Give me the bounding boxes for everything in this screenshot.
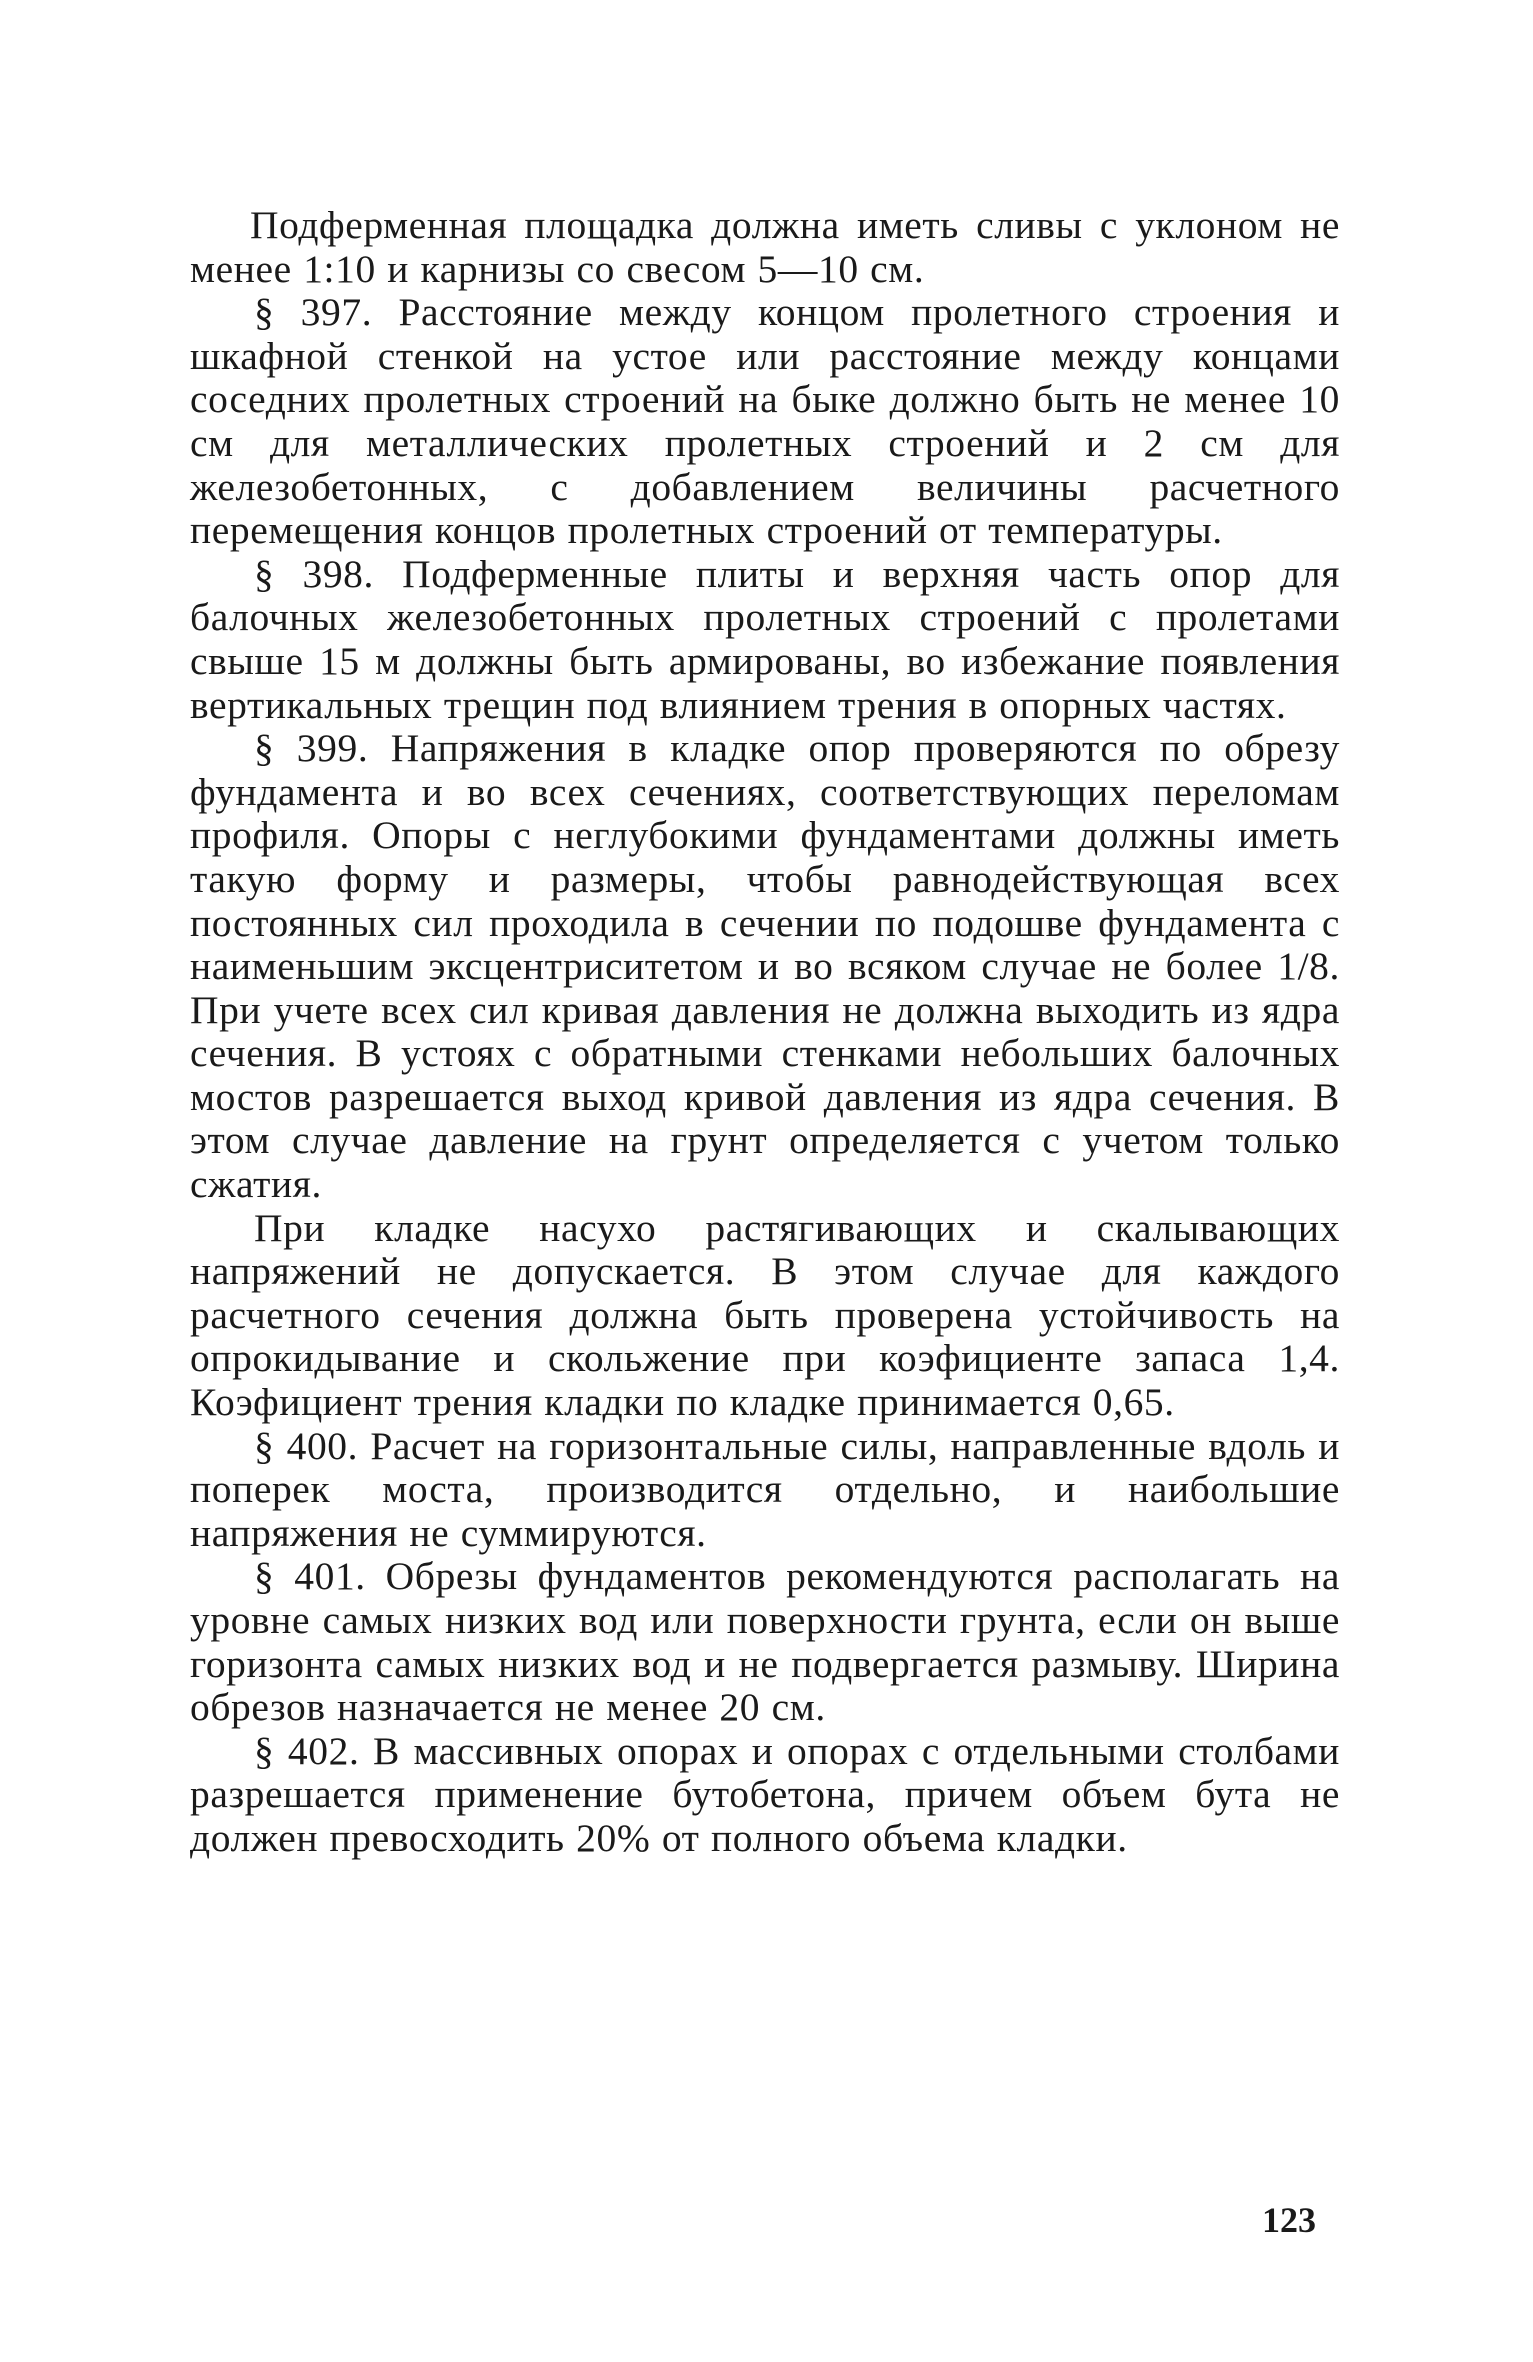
paragraph-401: § 401. Обрезы фундаментов рекомендуются располагать на уровне самых низких вод или поверхности грунта, если он выше горизонта самых низких вод и не подвергается размыву. Ширина обрезов назначается не менее 20 см. [190, 1554, 1340, 1730]
paragraph-dry-masonry: При кладке насухо растягивающих и скалывающих напряжений не допускается. В этом случае для каждого расчетного сечения должна быть проверена устойчивость на опрокидывание и скольжение при коэфициенте запаса 1,4. Коэфициент трения кладки по кладке принимается 0,65. [190, 1205, 1340, 1425]
page-body [190, 204, 1340, 1861]
paragraph-397: § 397. Расстояние между концом пролетного строения и шкафной стенкой на устое или расстояние между концами соседних пролетных строений на быке должно быть не менее 10 см для металлических пролетных строений и 2 см для железобетонных, с добавлением величины расчетного перемещения концов пролетных строений от температуры. [190, 290, 1340, 553]
page-number: 123 [1262, 2200, 1316, 2240]
paragraph-1: Подферменная площадка должна иметь сливы с уклоном не менее 1:10 и карнизы со свесом 5—10 см. [190, 203, 1340, 291]
paragraph-402: § 402. В массивных опорах и опорах с отдельными столбами разрешается применение бутобетона, причем объем бута не должен превосходить 20% от полного объема кладки. [190, 1728, 1340, 1860]
paragraph-399: § 399. Напряжения в кладке опор проверяются по обрезу фундамента и во всех сечениях, соответствующих переломам профиля. Опоры с неглубокими фундаментами должны иметь такую форму и размеры, чтобы равнодействующая всех постоянных сил проходила в сечении по подошве фундамента с наименьшим эксцентриситетом и во всяком случае не более 1/8. При учете всех сил кривая давления не должна выходить из ядра сечения. В устоях с обратными стенками небольших балочных мостов разрешается выход кривой давления из ядра сечения. В этом случае давление на грунт определяется с учетом только сжатия. [190, 726, 1340, 1207]
paragraph-398: § 398. Подферменные плиты и верхняя часть опор для балочных железобетонных пролетных строений с пролетами свыше 15 м должны быть армированы, во избежание появления вертикальных трещин под влиянием трения в опорных частях. [190, 551, 1340, 727]
paragraph-400: § 400. Расчет на горизонтальные силы, направленные вдоль и поперек моста, производится отдельно, и наибольшие напряжения не суммируются. [190, 1423, 1340, 1555]
